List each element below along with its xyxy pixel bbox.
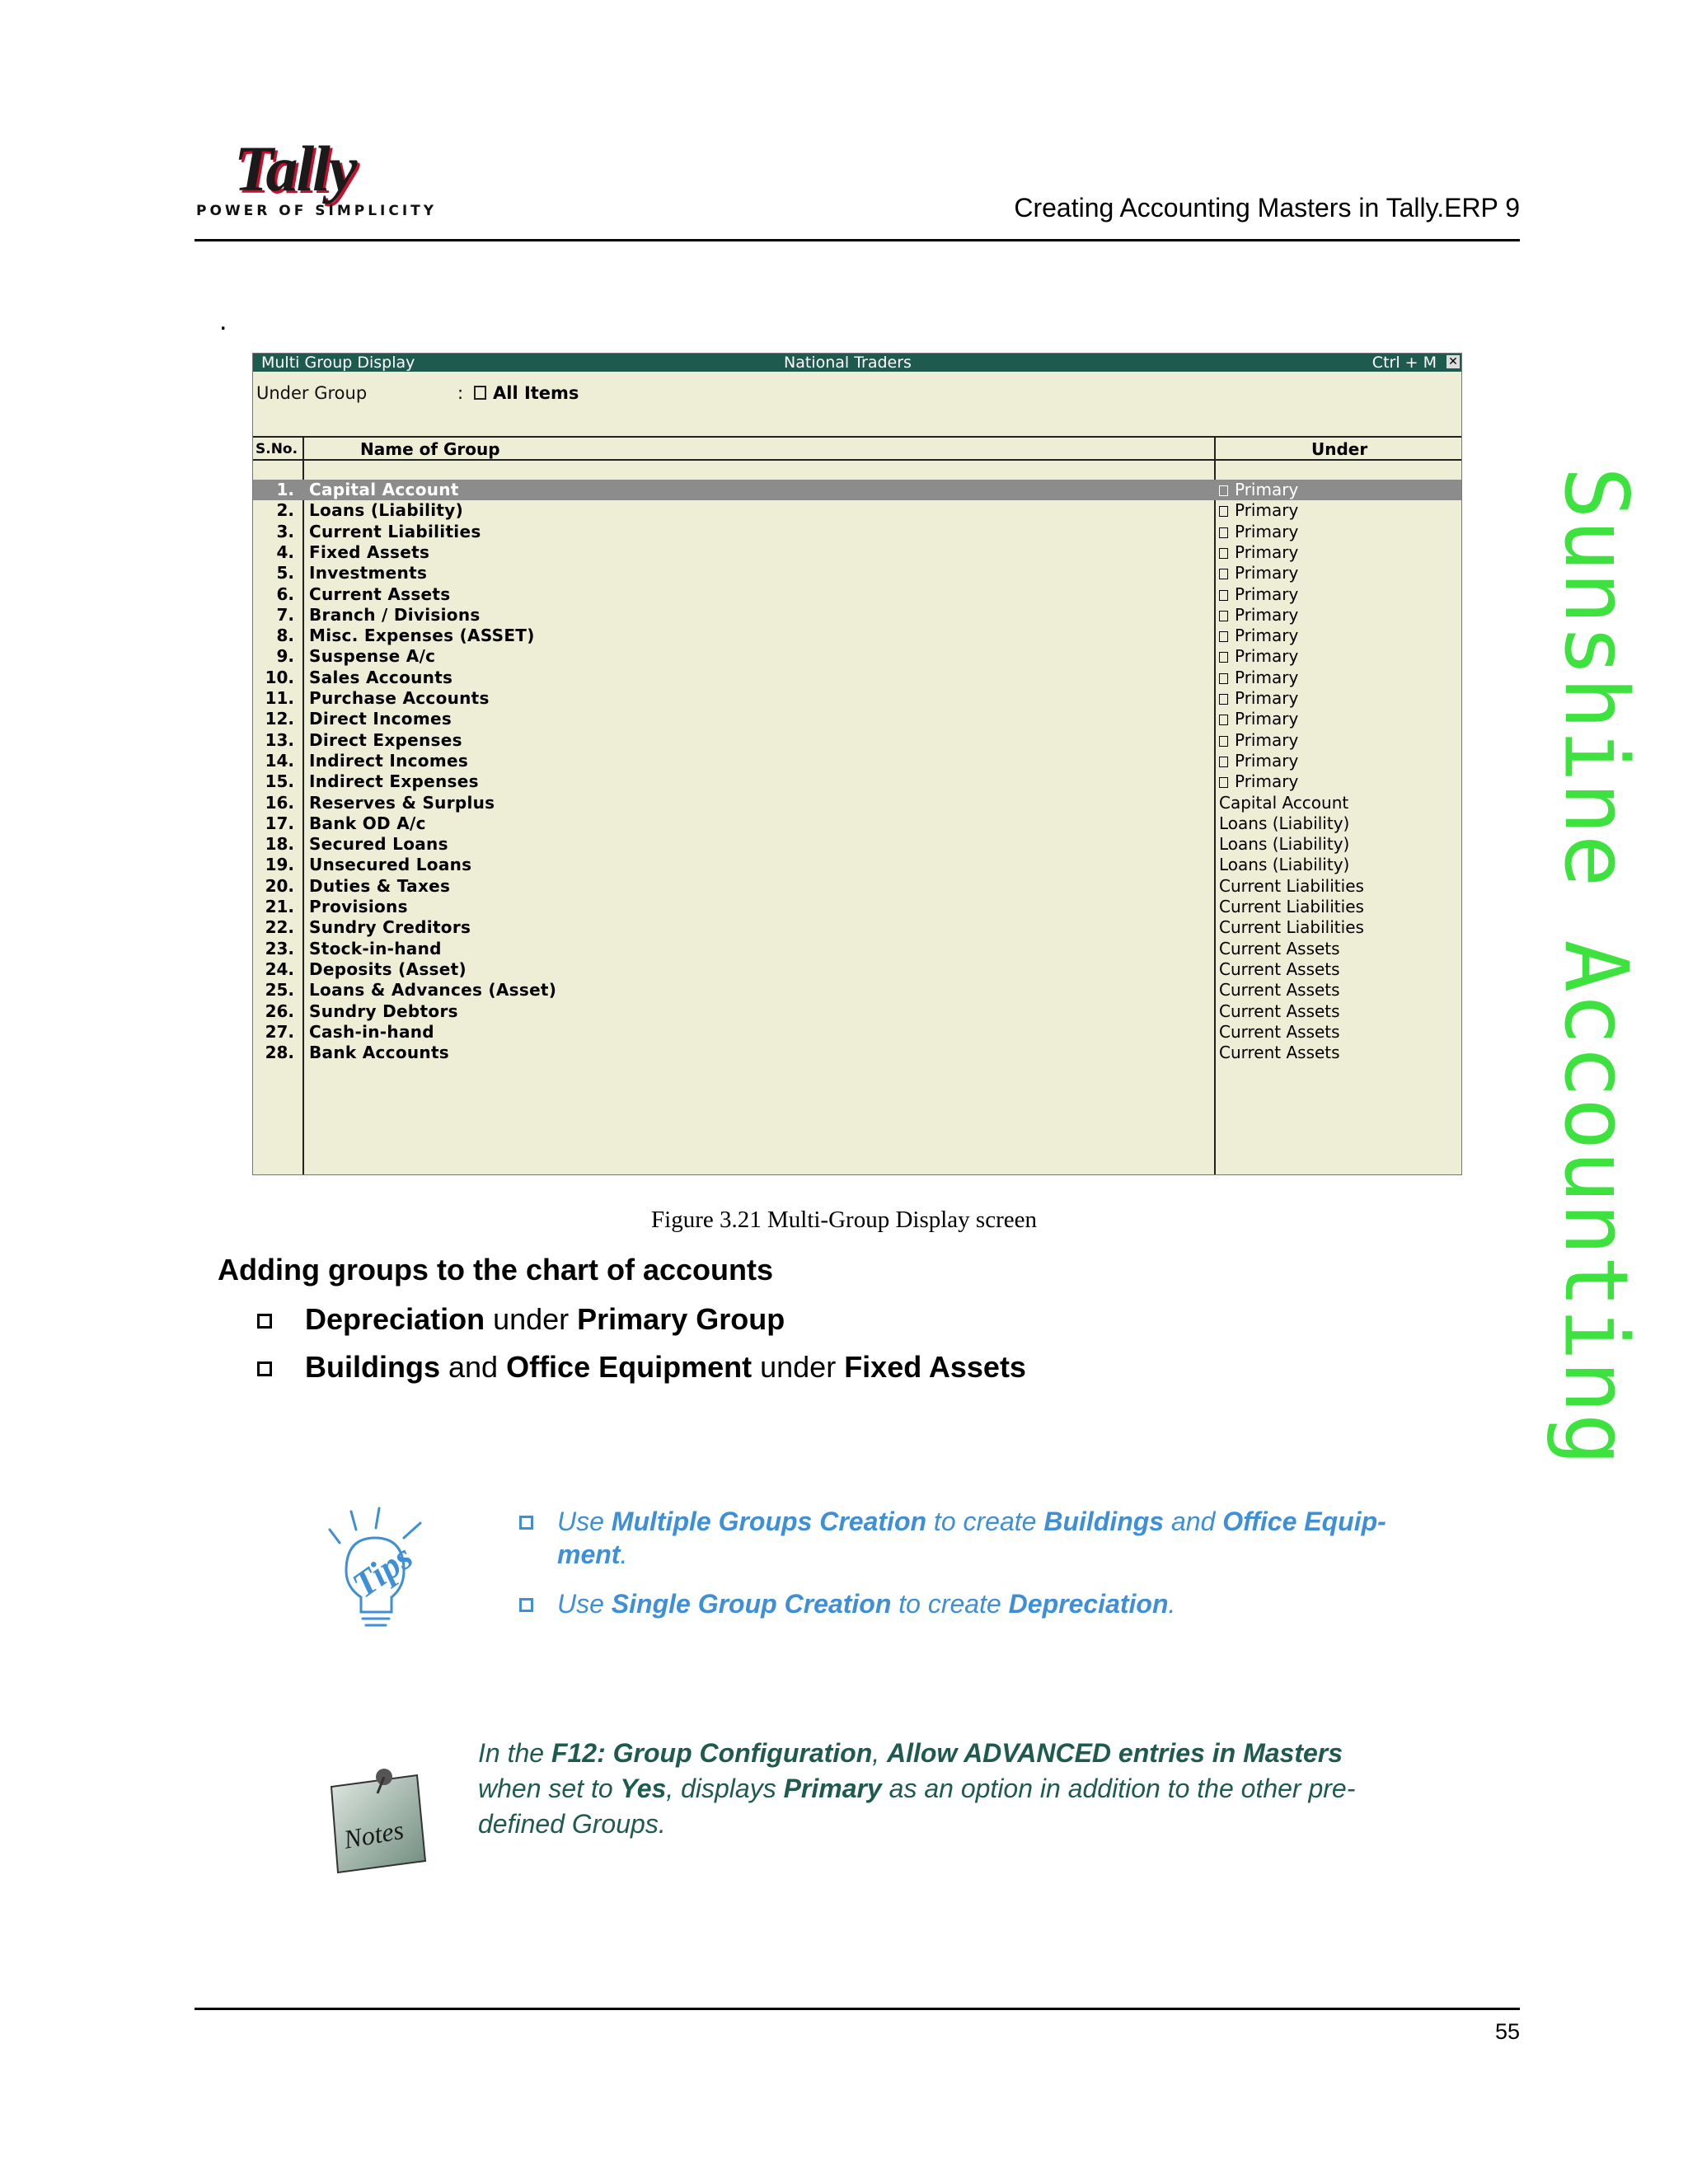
row-group-name: Branch / Divisions: [309, 604, 481, 625]
row-under-text: Current Liabilities: [1219, 917, 1364, 938]
table-row[interactable]: [253, 751, 1461, 771]
square-bullet-icon: [257, 1314, 272, 1329]
text-segment: .: [620, 1540, 628, 1569]
row-under: [1219, 939, 1340, 959]
column-header-under: Under: [1311, 439, 1368, 459]
row-group-name: Sales Accounts: [309, 667, 453, 687]
row-sno: 1.: [276, 480, 294, 499]
text-segment: Use: [557, 1507, 612, 1536]
checkbox-icon: [1219, 548, 1228, 559]
checkbox-icon: [1219, 485, 1228, 496]
text-segment: and: [1164, 1507, 1223, 1536]
row-group-name: Current Liabilities: [309, 521, 481, 541]
checkbox-icon: [1219, 631, 1228, 642]
checkbox-icon: [1219, 569, 1228, 579]
text-segment: .: [1168, 1589, 1176, 1619]
stray-dot: .: [219, 305, 227, 336]
row-group-name: Provisions: [309, 897, 408, 916]
row-under-text: Capital Account: [1219, 792, 1349, 813]
row-sno: 9.: [276, 646, 294, 667]
row-under-text: Current Assets: [1219, 938, 1340, 958]
row-sno: 20.: [265, 875, 294, 896]
row-sno: 22.: [265, 917, 294, 938]
row-under-text: Loans (Liability): [1219, 855, 1350, 875]
row-group-name: Misc. Expenses (ASSET): [309, 626, 535, 646]
table-row[interactable]: [253, 917, 1461, 938]
side-watermark: [1545, 466, 1647, 1719]
table-row[interactable]: [253, 688, 1461, 709]
table-row[interactable]: [253, 480, 1461, 500]
row-sno: 11.: [265, 688, 294, 708]
table-row[interactable]: [253, 542, 1461, 563]
row-under: [1219, 855, 1349, 875]
row-under: [1219, 605, 1298, 626]
row-under-text: Primary: [1235, 480, 1299, 499]
logo-wordmark: Tally: [234, 133, 356, 204]
text-segment: Office Equipment: [506, 1350, 753, 1384]
under-group-label: Under Group: [256, 383, 368, 403]
table-row[interactable]: [253, 584, 1461, 605]
tally-logo: [195, 132, 438, 223]
row-under-text: Primary: [1235, 541, 1299, 562]
row-sno: 16.: [265, 792, 294, 813]
table-row[interactable]: [253, 1001, 1461, 1022]
row-under-text: Primary: [1235, 521, 1299, 541]
row-group-name: Duties & Taxes: [309, 875, 451, 896]
row-under: [1219, 522, 1298, 542]
column-header-name: Name of Group: [360, 439, 500, 459]
row-under-text: Loans (Liability): [1219, 813, 1350, 833]
row-under: [1219, 730, 1298, 751]
text-segment: to create: [891, 1589, 1009, 1619]
text-segment: under: [485, 1302, 578, 1336]
row-group-name: Deposits (Asset): [309, 958, 467, 979]
checkbox-icon: [1219, 652, 1228, 663]
row-sno: 2.: [276, 500, 294, 521]
row-under-text: Current Assets: [1219, 980, 1340, 1001]
close-icon[interactable]: ✕: [1447, 355, 1460, 368]
row-group-name: Secured Loans: [309, 834, 448, 855]
row-sno: 12.: [265, 709, 294, 729]
table-row[interactable]: [253, 876, 1461, 897]
row-under: [1219, 876, 1364, 897]
row-group-name: Direct Incomes: [309, 709, 452, 729]
table-row[interactable]: [253, 980, 1461, 1001]
row-group-name: Stock-in-hand: [309, 938, 442, 958]
checkbox-icon: [1219, 694, 1228, 705]
row-group-name: Investments: [309, 563, 428, 583]
notes-icon-label: Notes: [341, 1814, 406, 1854]
row-under-text: Primary: [1235, 750, 1299, 771]
row-sno: 10.: [265, 667, 294, 687]
row-under: [1219, 500, 1298, 521]
row-group-name: Bank Accounts: [309, 1043, 450, 1063]
table-row[interactable]: [253, 605, 1461, 626]
under-group-colon: :: [457, 383, 464, 403]
row-under: [1219, 834, 1349, 855]
table-row[interactable]: [253, 959, 1461, 980]
row-under-text: Primary: [1235, 771, 1299, 792]
row-under: [1219, 1022, 1340, 1043]
company-name: National Traders: [784, 354, 912, 372]
tip-text: [557, 1587, 1175, 1620]
text-segment: Office Equip-ment: [557, 1507, 1386, 1569]
text-segment: Primary Group: [577, 1302, 785, 1336]
row-sno: 19.: [265, 855, 294, 875]
page-header-title: Creating Accounting Masters in Tally.ERP 9: [1014, 193, 1520, 223]
row-under-text: Primary: [1235, 563, 1299, 583]
row-under: [1219, 959, 1340, 980]
table-row[interactable]: [253, 771, 1461, 792]
row-under-text: Primary: [1235, 729, 1299, 750]
table-row[interactable]: [253, 730, 1461, 751]
table-row[interactable]: [253, 522, 1461, 542]
text-segment: In the: [478, 1738, 551, 1768]
checkbox-icon: [1219, 611, 1228, 621]
row-sno: 4.: [276, 541, 294, 562]
row-sno: 26.: [265, 1001, 294, 1021]
row-under: [1219, 793, 1348, 813]
checkbox-icon: [474, 386, 486, 400]
text-segment: , displays: [666, 1774, 784, 1803]
checkbox-icon: [1219, 506, 1228, 517]
row-under-text: Primary: [1235, 688, 1299, 708]
text-segment: Depreciation: [305, 1302, 485, 1336]
row-under: [1219, 771, 1298, 792]
table-row[interactable]: [253, 668, 1461, 688]
text-segment: Yes: [620, 1774, 667, 1803]
tip-text: [557, 1505, 1414, 1571]
table-row[interactable]: [253, 1043, 1461, 1063]
table-row[interactable]: [253, 709, 1461, 729]
text-segment: Primary: [783, 1774, 882, 1803]
row-under-text: Primary: [1235, 646, 1299, 667]
checkbox-icon: [1219, 673, 1228, 684]
row-group-name: Direct Expenses: [309, 729, 462, 750]
text-segment: under: [752, 1350, 845, 1384]
row-under: [1219, 542, 1298, 563]
row-sno: 27.: [265, 1021, 294, 1042]
text-segment: Depreciation: [1008, 1589, 1169, 1619]
under-group-value: All Items: [493, 383, 579, 403]
row-under-text: Primary: [1235, 667, 1299, 687]
row-under: [1219, 1001, 1340, 1022]
text-segment: Fixed Assets: [844, 1350, 1026, 1384]
row-under-text: Current Assets: [1219, 1001, 1340, 1021]
row-under-text: Primary: [1235, 500, 1299, 521]
table-row[interactable]: [253, 834, 1461, 855]
square-bullet-icon: [519, 1598, 533, 1612]
row-under-text: Current Assets: [1219, 958, 1340, 979]
notes-pin-icon: [320, 1764, 435, 1879]
watermark-text: Sunshine Accounting: [1545, 466, 1647, 1466]
table-row[interactable]: [253, 793, 1461, 813]
row-sno: 3.: [276, 521, 294, 541]
row-under: [1219, 480, 1298, 500]
row-sno: 13.: [265, 729, 294, 750]
row-under-text: Primary: [1235, 709, 1299, 729]
text-segment: Use: [557, 1589, 612, 1619]
row-group-name: Capital Account: [309, 480, 459, 499]
row-under: [1219, 751, 1298, 771]
table-row[interactable]: [253, 1022, 1461, 1043]
row-under: [1219, 813, 1349, 834]
row-sno: 6.: [276, 583, 294, 604]
row-group-name: Sundry Debtors: [309, 1001, 458, 1021]
table-header-rule: [253, 459, 1461, 461]
bullet-text: [305, 1302, 785, 1337]
window-title-bar: [253, 354, 1461, 372]
table-row[interactable]: [253, 813, 1461, 834]
row-group-name: Loans (Liability): [309, 500, 464, 521]
row-under: [1219, 688, 1298, 709]
row-under: [1219, 646, 1298, 667]
figure-caption: Figure 3.21 Multi-Group Display screen: [651, 1207, 1037, 1233]
square-bullet-icon: [519, 1516, 533, 1530]
row-group-name: Fixed Assets: [309, 541, 430, 562]
under-group-field[interactable]: [474, 383, 579, 403]
footer-rule: [195, 2008, 1520, 2010]
note-text: [478, 1736, 1401, 1842]
row-group-name: Bank OD A/c: [309, 813, 426, 833]
text-segment: and: [440, 1350, 507, 1384]
text-segment: when set to: [478, 1774, 621, 1803]
table-row[interactable]: [253, 563, 1461, 583]
row-sno: 17.: [265, 813, 294, 833]
table-row[interactable]: [253, 626, 1461, 646]
tips-icon-label: Tips: [345, 1536, 420, 1606]
checkbox-icon: [1219, 736, 1228, 747]
row-under: [1219, 1043, 1340, 1063]
row-group-name: Indirect Incomes: [309, 750, 469, 771]
row-group-name: Reserves & Surplus: [309, 792, 495, 813]
row-under: [1219, 897, 1364, 917]
row-group-name: Sundry Creditors: [309, 917, 471, 938]
table-top-rule: [253, 436, 1461, 438]
row-group-name: Current Assets: [309, 583, 451, 604]
row-sno: 25.: [265, 980, 294, 1001]
row-sno: 21.: [265, 897, 294, 916]
checkbox-icon: [1219, 715, 1228, 725]
row-under: [1219, 584, 1298, 605]
checkbox-icon: [1219, 527, 1228, 538]
table-row[interactable]: [253, 646, 1461, 667]
row-sno: 7.: [276, 604, 294, 625]
row-under-text: Primary: [1235, 604, 1299, 625]
row-under-text: Primary: [1235, 583, 1299, 604]
text-segment: Buildings: [1043, 1507, 1165, 1536]
text-segment: ,: [872, 1738, 888, 1768]
text-segment: Multiple Groups Creation: [611, 1507, 927, 1536]
text-segment: Allow ADVANCED entries in Masters: [887, 1738, 1343, 1768]
row-group-name: Cash-in-hand: [309, 1021, 434, 1042]
row-group-name: Unsecured Loans: [309, 855, 472, 875]
table-row[interactable]: [253, 855, 1461, 875]
checkbox-icon: [1219, 757, 1228, 767]
row-under: [1219, 980, 1340, 1001]
page-number: 55: [1494, 2019, 1520, 2044]
window-title: Multi Group Display: [261, 354, 415, 372]
section-heading: Adding groups to the chart of accounts: [218, 1253, 773, 1286]
table-row[interactable]: [253, 897, 1461, 917]
multi-group-display-screen: [252, 353, 1462, 1175]
row-group-name: Loans & Advances (Asset): [309, 980, 557, 1001]
header-rule: [195, 239, 1520, 241]
row-under: [1219, 709, 1298, 729]
row-sno: 8.: [276, 626, 294, 646]
row-sno: 28.: [265, 1043, 294, 1063]
row-under: [1219, 917, 1364, 938]
tips-lightbulb-icon: [313, 1505, 437, 1629]
table-row[interactable]: [253, 500, 1461, 521]
row-under: [1219, 668, 1298, 688]
row-group-name: Purchase Accounts: [309, 688, 490, 708]
text-segment: Buildings: [305, 1350, 440, 1384]
column-header-sno: S.No.: [256, 441, 298, 457]
row-under-text: Current Liabilities: [1219, 897, 1364, 916]
row-under-text: Loans (Liability): [1219, 834, 1350, 855]
row-under-text: Current Assets: [1219, 1021, 1340, 1042]
row-sno: 15.: [265, 771, 294, 792]
bullet-text: [305, 1350, 1026, 1385]
row-sno: 5.: [276, 563, 294, 583]
text-segment: to create: [926, 1507, 1044, 1536]
row-sno: 18.: [265, 834, 294, 855]
row-sno: 24.: [265, 958, 294, 979]
checkbox-icon: [1219, 777, 1228, 788]
row-under-text: Current Liabilities: [1219, 875, 1364, 896]
checkbox-icon: [1219, 590, 1228, 601]
text-segment: Single Group Creation: [611, 1589, 892, 1619]
table-row[interactable]: [253, 939, 1461, 959]
logo-tagline: POWER OF SIMPLICITY: [196, 203, 438, 219]
shortcut-label: Ctrl + M: [1372, 354, 1437, 372]
square-bullet-icon: [257, 1361, 272, 1376]
row-sno: 23.: [265, 938, 294, 958]
row-under: [1219, 626, 1298, 646]
row-sno: 14.: [265, 750, 294, 771]
text-segment: as an option in addition to the other pre-defined Groups.: [478, 1774, 1356, 1839]
row-under-text: Current Assets: [1219, 1043, 1340, 1063]
row-under: [1219, 563, 1298, 583]
row-group-name: Indirect Expenses: [309, 771, 479, 792]
row-group-name: Suspense A/c: [309, 646, 436, 667]
text-segment: F12: Group Configuration: [551, 1738, 873, 1768]
row-under-text: Primary: [1235, 626, 1299, 646]
